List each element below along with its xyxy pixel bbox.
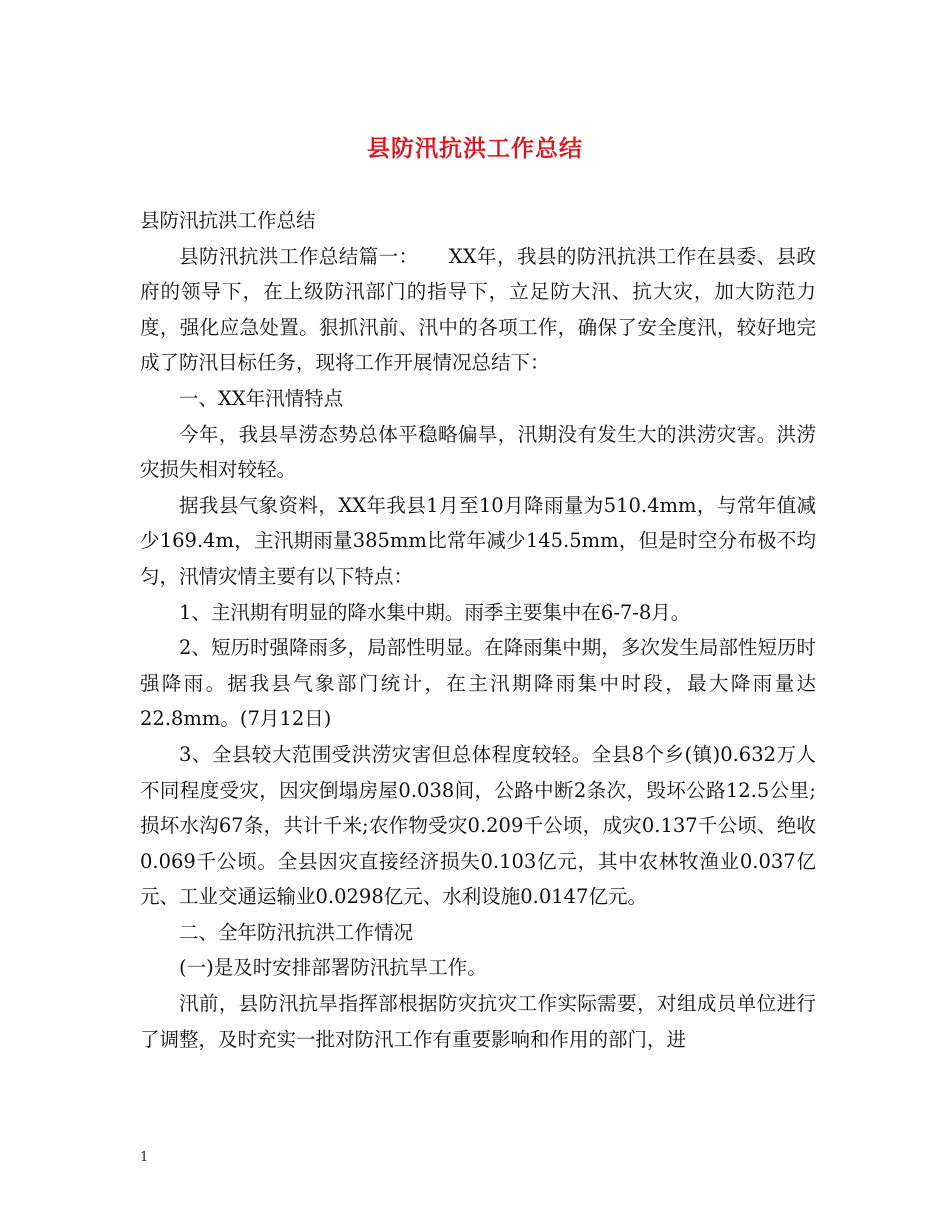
section-heading-1: 一、XX年汛情特点 xyxy=(179,386,344,410)
list-item: 3、全县较大范围受洪涝灾害但总体程度较轻。全县8个乡(镇)0.632万人不同程度受灾，因灾倒塌房屋0.038间，公路中断2条次，毁坏公路12.5公里;损坏水沟67条，共计千米;农作物受灾0.209千公顷，成灾0.137千公顷、绝收0.069千公顷。全县因灾直接经济损失0.103亿元，其中农林牧渔业0.037亿元、工业交通运输业0.0298亿元、水利设施0.0147亿元。 xyxy=(140,742,816,909)
paragraph: 汛前，县防汛抗旱指挥部根据防灾抗灾工作实际需要，对组成员单位进行了调整，及时充实一批对防汛工作有重要影响和作用的部门，进 xyxy=(140,992,816,1051)
subsection-heading: (一)是及时安排部署防汛抗旱工作。 xyxy=(179,956,487,980)
page-number: 1 xyxy=(140,1150,149,1165)
paragraph-intro: 县防汛抗洪工作总结篇一： XX年，我县的防汛抗洪工作在县委、县政府的领导下，在上级防汛部门的指导下，立足防大汛、抗大灾，加大防范力度，强化应急处置。狠抓汛前、汛中的各项工作，确保了安全度汛，较好地完成了防汛目标任务，现将工作开展情况总结下： xyxy=(140,244,816,375)
document-body xyxy=(140,203,816,1057)
paragraph: 据我县气象资料，XX年我县1月至10月降雨量为510.4mm，与常年值减少169.4m，主汛期雨量385mm比常年减少145.5mm，但是时空分布极不均匀，汛情灾情主要有以下特点： xyxy=(140,493,816,588)
section-heading-2: 二、全年防汛抗洪工作情况 xyxy=(179,920,414,944)
paragraph-heading: 县防汛抗洪工作总结 xyxy=(140,209,316,232)
paragraph: 今年，我县旱涝态势总体平稳略偏旱，汛期没有发生大的洪涝灾害。洪涝灾损失相对较轻。 xyxy=(140,422,816,482)
list-item: 2、短历时强降雨多，局部性明显。在降雨集中期，多次发生局部性短历时强降雨。据我县气象部门统计，在主汛期降雨集中时段，最大降雨量达22.8mm。(7月12日) xyxy=(140,636,816,731)
list-item: 1、主汛期有明显的降水集中期。雨季主要集中在6-7-8月。 xyxy=(179,600,691,624)
document-title: 县防汛抗洪工作总结 xyxy=(367,135,583,162)
